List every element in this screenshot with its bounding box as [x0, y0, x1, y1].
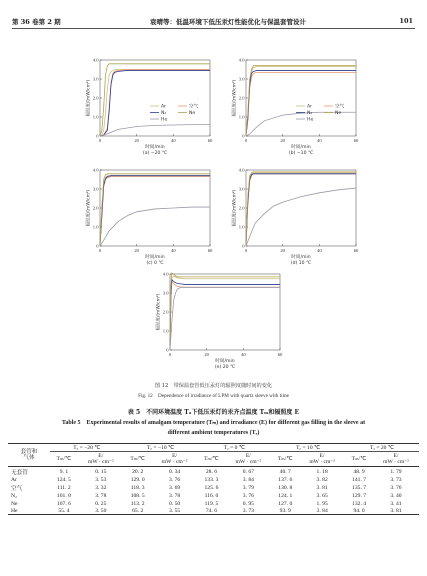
plot-frame [246, 60, 356, 136]
y-tick-label: 0 [242, 133, 245, 139]
y-tick-label: 4.0 [238, 167, 245, 173]
y-tick-label: 3.0 [238, 76, 245, 82]
sub-header-tm: Tₘ/℃ [271, 452, 299, 467]
table-cell: 3. 40 [390, 493, 402, 500]
table-cell: 9. 1 [59, 468, 69, 475]
x-tick-label: 60 [277, 352, 283, 357]
series-line-ne [100, 174, 210, 246]
group-header: Tₐ = −10 ℃ [124, 444, 198, 452]
y-axis-label: 辐照度/(mW/cm²) [156, 293, 162, 331]
table-cell: 3. 41 [390, 500, 402, 507]
table-cell: 132. 4 [352, 500, 367, 507]
table-cell: 3. 65 [316, 493, 328, 500]
x-tick-label: 40 [317, 138, 322, 143]
chart-panel-d [232, 166, 370, 278]
sub-header-e [299, 452, 345, 467]
y-tick-label: 1.0 [238, 114, 245, 120]
table-cell: 113. 2 [130, 500, 145, 507]
table-cell: 0. 25 [95, 500, 107, 507]
table-cell: 0. 95 [242, 500, 254, 507]
table-cell: 74. 6 [198, 507, 226, 515]
y-tick-label: 2.0 [238, 95, 245, 101]
y-tick-label: 3.0 [92, 186, 99, 192]
table-cell: 28. 6 [205, 468, 218, 475]
table-cell: 137. 6 [278, 476, 293, 483]
x-tick-label: 40 [171, 138, 176, 143]
series-line-n2 [100, 70, 210, 136]
chart-b [232, 56, 370, 164]
table-cell: 101. 0 [56, 493, 71, 500]
figure-caption-en: Fig. 12 Dependence of irradiance of LPM with quartz sleeve with time [138, 393, 289, 399]
table-cell: 108. 5 [130, 493, 145, 500]
legend-label: N₂ [161, 111, 167, 117]
table-cell: 127. 0 [278, 500, 293, 507]
table-cell: 0. 67 [242, 468, 254, 475]
series-line-n2 [170, 280, 280, 350]
group-header: Tₐ = 0 ℃ [198, 444, 272, 452]
table-cell: 0. 50 [168, 500, 181, 507]
table-title-en-line1: Table 5 Experimental results of amalgam temperature (Tₘ) and irradiance (E) for different gas filling in the sleeve at [61, 420, 366, 426]
x-tick-label: 0 [98, 248, 102, 253]
sub-header-e-line1: E/ [393, 452, 399, 459]
table-cell: 3. 76 [242, 493, 254, 500]
y-tick-label: 2.0 [92, 95, 99, 101]
x-tick-label: 60 [207, 138, 213, 143]
x-tick-label: 20 [280, 138, 285, 143]
table-cell: 130. 8 [278, 485, 293, 492]
y-axis-label: 辐照度/(mW/cm²) [86, 79, 92, 117]
subplot-caption: (a) −20 ℃ [142, 151, 168, 156]
row-label: N₂ [11, 493, 17, 500]
table-cell: 3. 76 [390, 485, 402, 492]
y-tick-label: 3.0 [238, 186, 245, 192]
y-tick-label: 0 [96, 133, 99, 139]
legend-label: Ne [335, 111, 342, 117]
sub-header-e-line1: E/ [245, 452, 251, 459]
table-cell: 1. 18 [316, 468, 328, 475]
table-cell: 3. 81 [316, 485, 328, 492]
table-cell: 133. 3 [204, 476, 219, 483]
table-cell: 118. 3 [130, 485, 145, 492]
table-title-en-line2: different ambient temperatures (Tₐ) [167, 430, 260, 436]
subplot-caption: (d) 10 ℃ [290, 261, 312, 266]
x-axis-label: 时间/min [215, 359, 235, 364]
chart-panel-e [156, 270, 294, 382]
y-tick-label: 4.0 [238, 57, 245, 63]
y-tick-label: 1.0 [92, 224, 99, 230]
subplot-caption: (e) 20 ℃ [214, 365, 236, 370]
chart-d [232, 166, 370, 274]
running-title: 袁晴等：低温环境下低压汞灯性能优化与保温套管设计 [150, 18, 306, 26]
table-row [8, 476, 419, 483]
table-row [8, 500, 419, 507]
x-tick-label: 0 [244, 138, 248, 143]
y-tick-label: 2.0 [238, 205, 245, 211]
table-cell: 94. 0 [345, 507, 373, 515]
results-table [8, 443, 419, 515]
group-header: Tₐ = 10 ℃ [271, 444, 345, 452]
sub-header-e [225, 452, 271, 467]
sub-header-e-line2: mW · cm⁻² [235, 459, 262, 466]
table-body [8, 467, 419, 515]
sub-header-e [78, 452, 124, 467]
x-tick-label: 60 [353, 138, 359, 143]
table-cell: 124. 5 [56, 476, 71, 483]
row-header-line1: 套管和 [20, 448, 38, 455]
legend-label: He [307, 117, 314, 123]
sub-header-e-line1: E/ [172, 452, 178, 459]
series-line-ar [246, 173, 356, 246]
x-tick-label: 20 [134, 138, 139, 143]
x-tick-label: 60 [207, 248, 213, 253]
table-cell: 0. 34 [168, 468, 181, 475]
series-line-n2 [100, 176, 210, 246]
x-tick-label: 20 [280, 248, 285, 253]
y-tick-label: 1.0 [238, 224, 245, 230]
sub-header-e-line2: mW · cm⁻² [383, 459, 409, 466]
table-cell: 3. 84 [299, 507, 345, 515]
sub-header-e [373, 452, 419, 467]
series-line-he [246, 188, 356, 246]
table-cell: 124. 1 [278, 493, 293, 500]
table-cell: 3. 73 [225, 507, 271, 515]
table-cell: 3. 84 [242, 476, 254, 483]
sub-header-e-line1: E/ [319, 452, 325, 459]
table-cell: 119. 5 [204, 500, 219, 507]
table-cell: 3. 73 [390, 476, 402, 483]
series-line-ne [246, 172, 356, 246]
table-cell: 141. 7 [352, 476, 367, 483]
table-cell: 3. 32 [95, 485, 107, 492]
table-row [8, 467, 419, 477]
table-cell: 3. 78 [168, 493, 181, 500]
x-tick-label: 40 [317, 248, 322, 253]
x-tick-label: 20 [134, 248, 139, 253]
sub-header-e-line2: mW · cm⁻² [87, 459, 114, 466]
sub-header-e [152, 452, 198, 467]
table-row [8, 507, 419, 515]
y-tick-label: 4.0 [92, 167, 99, 173]
chart-a [86, 56, 224, 164]
x-tick-label: 0 [98, 138, 102, 143]
series-line-kong [170, 282, 280, 350]
table-cell: 0. 15 [95, 468, 107, 475]
series-line-ar [100, 176, 210, 246]
table-cell: 129. 0 [130, 476, 145, 483]
chart-panel-c [86, 166, 224, 278]
table-cell: 129. 7 [352, 493, 367, 500]
y-tick-label: 4.0 [162, 271, 169, 277]
sub-header-tm: Tₘ/℃ [198, 452, 226, 467]
series-line-kong [246, 174, 356, 246]
chart-c [86, 166, 224, 274]
x-tick-label: 0 [168, 352, 172, 357]
series-line-he [100, 207, 210, 246]
x-tick-label: 40 [241, 352, 246, 357]
chart-e [156, 270, 294, 378]
row-label: Ne [11, 500, 18, 507]
table-cell: 3. 79 [242, 485, 254, 492]
legend-label: N₂ [307, 111, 313, 117]
y-tick-label: 1.0 [92, 114, 99, 120]
y-tick-label: 3.0 [92, 76, 99, 82]
table-row [8, 484, 419, 493]
sub-header-tm: Tₘ/℃ [345, 452, 373, 467]
plot-frame [100, 170, 210, 246]
journal-volume: 第 36 卷第 2 期 [12, 18, 61, 26]
table-cell: 3. 69 [168, 485, 181, 492]
y-tick-label: 0 [166, 347, 169, 353]
plot-frame [170, 274, 280, 350]
x-axis-label: 时间/min [145, 255, 165, 260]
series-line-n2 [246, 174, 356, 246]
chart-panel-b [232, 56, 370, 168]
sub-header-e-line2: mW · cm⁻² [161, 459, 188, 466]
legend-label: Ne [189, 111, 196, 117]
legend-label: Ar [307, 104, 313, 110]
table-cell: 1. 95 [316, 500, 328, 507]
row-header-line2: 气体 [23, 455, 35, 462]
series-line-ar [100, 70, 210, 137]
group-header: Tₐ = −20 ℃ [50, 444, 124, 452]
y-tick-label: 2.0 [162, 309, 169, 315]
y-axis-label: 辐照度/(mW/cm²) [232, 189, 238, 227]
table-cell: 20. 2 [132, 468, 144, 475]
sub-header-row [8, 452, 419, 467]
group-header: Tₐ = 20 ℃ [345, 444, 419, 452]
sub-header-e-line2: mW · cm⁻² [309, 459, 335, 466]
row-label: 无套管 [11, 469, 28, 476]
series-line-he [100, 125, 210, 136]
series-line-n2 [246, 70, 356, 136]
table-cell: 107. 6 [56, 500, 71, 507]
table-cell: 65. 2 [124, 507, 152, 515]
table-cell: 116. 0 [204, 493, 219, 500]
table-cell: 48. 9 [353, 468, 365, 475]
row-label: 空气 [11, 486, 23, 493]
legend-label: 空气 [335, 104, 345, 110]
table-cell: 93. 9 [271, 507, 299, 515]
x-tick-label: 60 [353, 248, 359, 253]
table-cell: 3. 50 [78, 507, 124, 515]
x-tick-label: 0 [244, 248, 248, 253]
y-tick-label: 0 [96, 243, 99, 249]
table-cell: 3. 53 [95, 476, 107, 483]
x-tick-label: 40 [171, 248, 176, 253]
plot-frame [246, 170, 356, 246]
y-tick-label: 1.0 [162, 328, 169, 334]
table-cell: 3. 55 [152, 507, 198, 515]
table-cell: 3. 82 [316, 476, 328, 483]
table-title-cn: 表 5 不同环境温度 Tₐ下低压汞灯的汞齐点温度 Tₘ和辐照度 E [127, 409, 300, 416]
table-cell: 55. 4 [50, 507, 78, 515]
sub-header-tm: Tₘ/℃ [124, 452, 152, 467]
y-tick-label: 4.0 [92, 57, 99, 63]
figure-caption-cn: 图 12 带保温套管低压汞灯的辐照度随时间的变化 [154, 383, 273, 389]
y-tick-label: 0 [242, 243, 245, 249]
row-label: Ar [11, 476, 17, 483]
table-row [8, 493, 419, 500]
table-cell: 3. 76 [168, 476, 181, 483]
page-number: 101 [399, 17, 413, 25]
subplot-caption: (b) −10 ℃ [288, 151, 314, 156]
table-cell: 1. 79 [390, 468, 402, 475]
sub-header-tm: Tₘ/℃ [50, 452, 78, 467]
x-axis-label: 时间/min [291, 145, 311, 150]
x-axis-label: 时间/min [291, 255, 311, 260]
table-cell: 135. 7 [352, 485, 367, 492]
table-cell: 111. 2 [57, 485, 71, 492]
y-tick-label: 2.0 [92, 205, 99, 211]
sub-header-e-line1: E/ [98, 452, 104, 459]
table-cell: 40. 7 [279, 468, 291, 475]
chart-panel-a [86, 56, 224, 168]
series-line-he [170, 287, 280, 350]
legend-label: 空气 [189, 104, 199, 110]
series-line-kong [100, 70, 210, 137]
series-line-ar [246, 67, 356, 136]
y-tick-label: 3.0 [162, 290, 169, 296]
y-axis-label: 辐照度/(mW/cm²) [232, 79, 238, 117]
legend-label: Ar [161, 104, 167, 110]
y-axis-label: 辐照度/(mW/cm²) [86, 189, 92, 227]
row-label: He [8, 507, 50, 515]
x-axis-label: 时间/min [145, 145, 165, 150]
row-header-cell [8, 444, 50, 467]
table-cell: 125. 6 [204, 485, 219, 492]
legend-label: He [161, 117, 168, 123]
series-line-kong [100, 177, 210, 246]
header-rule [12, 28, 415, 29]
x-tick-label: 20 [204, 352, 209, 357]
subplot-caption: (c) 0 ℃ [146, 261, 164, 266]
table-cell: 3. 81 [373, 507, 419, 515]
table-cell: 3. 78 [95, 493, 107, 500]
series-line-ne [246, 66, 356, 136]
